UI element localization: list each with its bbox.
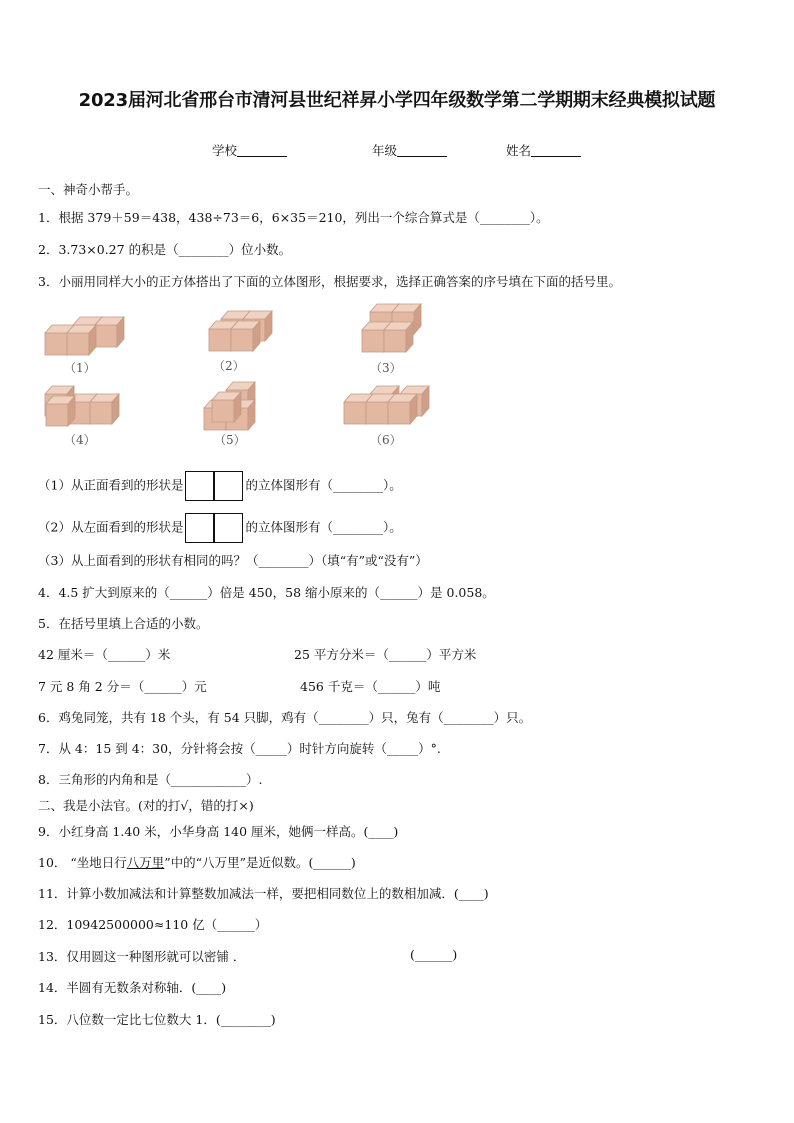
question-12: 12．10942500000≈110 亿（______）: [38, 917, 268, 932]
figure-3-cubes: [362, 304, 421, 352]
question-14: 14．半圆有无数条对称轴．(____): [38, 980, 227, 995]
figure-5-cubes: [204, 382, 255, 430]
question-3-1: [38, 471, 402, 501]
question-5-b: 25 平方分米＝（______）平方米: [294, 647, 477, 662]
question-13: 13．仅用圆这一种图形就可以密铺 ．: [38, 949, 246, 964]
question-3-2-suffix: 的立体图形有（________）。: [245, 519, 402, 535]
question-9: 9．小红身高 1.40 米，小华身高 140 厘米，她俩一样高。(____): [38, 824, 399, 839]
question-2: 2．3.73×0.27 的积是（________）位小数。: [38, 242, 292, 257]
name-label: 姓名: [506, 143, 532, 158]
figure-6-label: （6）: [370, 433, 402, 447]
question-3-2: [38, 513, 402, 543]
question-3-3: （3）从上面看到的形状有相同的吗？（________）（填“有”或“没有”）: [38, 553, 428, 568]
question-1: 1．根据 379＋59＝438，438÷73＝6，6×35＝210，列出一个综合算式是（________）。: [38, 210, 549, 225]
question-11: 11．计算小数加减法和计算整数加减法一样，要把相同数位上的数相加减．(____): [38, 886, 489, 901]
question-3-2-prefix: （2）从左面看到的形状是: [38, 519, 184, 535]
two-square-shape-icon: [185, 471, 243, 501]
figure-4-cubes: [45, 386, 119, 426]
question-5-a: 42 厘米＝（______）米: [38, 647, 171, 662]
question-3-1-suffix: 的立体图形有（________）。: [245, 477, 402, 493]
question-7: 7．从 4：15 到 4：30，分针将会按（_____）时针方向旋转（_____）°.: [38, 741, 441, 756]
question-10-prefix: 10． “坐地日行: [38, 855, 127, 870]
question-13-blank: (______): [410, 947, 458, 962]
figure-1-label: （1）: [64, 361, 96, 375]
question-5: 5．在括号里填上合适的小数。: [38, 616, 209, 631]
question-8: 8．三角形的内角和是（____________）.: [38, 772, 263, 787]
page-title: 2023届河北省邢台市清河县世纪祥昇小学四年级数学第二学期期末经典模拟试题: [78, 90, 716, 111]
question-6: 6．鸡兔同笼，共有 18 个头，有 54 只脚，鸡有（________）只，兔有（________）只。: [38, 710, 532, 725]
cube-figures: [0, 0, 794, 460]
figure-5-label: （5）: [214, 433, 246, 447]
question-5-c: 7 元 8 角 2 分＝（______）元: [38, 679, 207, 694]
question-10-suffix: ”中的“八万里”是近似数。(______): [164, 855, 356, 870]
section1-heading: 一、神奇小帮手。: [38, 182, 139, 197]
figure-3-label: （3）: [370, 361, 402, 375]
question-5-d: 456 千克＝（______）吨: [300, 679, 441, 694]
school-label: 学校: [212, 143, 238, 158]
question-10: [38, 853, 356, 871]
figure-6-cubes: [344, 386, 429, 424]
question-10-underlined: 八万里: [126, 855, 165, 870]
figure-4-label: （4）: [64, 433, 96, 447]
figure-2-cubes: [209, 311, 272, 351]
question-4: 4．4.5 扩大到原来的（______）倍是 450，58 缩小原来的（______）是 0.058。: [38, 585, 495, 600]
two-square-shape-icon: [185, 513, 243, 543]
question-3-1-prefix: （1）从正面看到的形状是: [38, 477, 184, 493]
grade-label: 年级: [372, 143, 398, 158]
figure-1-cubes: [45, 317, 124, 355]
figure-2-label: （2）: [213, 359, 245, 373]
section2-heading: 二、我是小法官。(对的打√，错的打×): [38, 798, 254, 813]
question-15: 15．八位数一定比七位数大 1．(________): [38, 1012, 276, 1027]
question-3: 3．小丽用同样大小的正方体搭出了下面的立体图形，根据要求，选择正确答案的序号填在下面的括号里。: [38, 274, 621, 289]
